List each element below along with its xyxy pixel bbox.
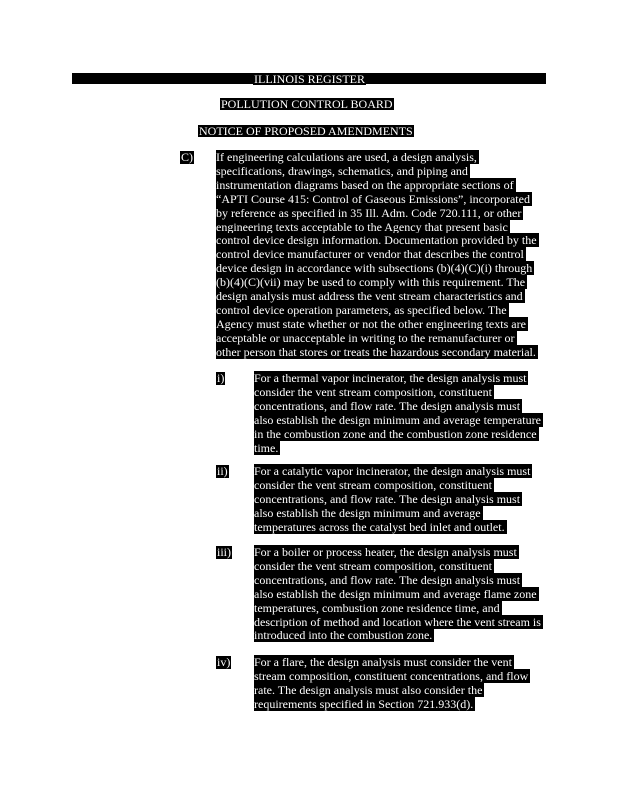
text-line: control device manufacturer or vendor that describes the control [216,247,524,262]
text-line: also establish the design minimum and average temperature [254,412,541,427]
text-line: also establish the design minimum and average [254,505,481,520]
text-line: specifications, drawings, schematics, and piping and [216,163,468,178]
text-line: other person that stores or treats the hazardous secondary material. [216,344,536,359]
text-line: control device operation parameters, as specified below. The [216,302,507,317]
section-c-marker: C) [181,150,193,164]
text-line: Agency must state whether or not the other engineering texts are [216,316,526,331]
item-iv-paragraph [254,656,530,712]
item-iii-paragraph [254,546,543,643]
text-line: stream composition, constituent concentrations, and flow [254,668,529,683]
text-line: introduced into the combustion zone. [254,628,433,643]
text-line: design analysis must address the vent stream characteristics and [216,289,523,304]
text-line: consider the vent stream composition, constituent [254,558,492,573]
text-line: device design in accordance with subsections (b)(4)(C)(i) through [216,261,533,276]
text-line: “APTI Course 415: Control of Gaseous Emissions”, incorporated [216,191,530,206]
item-ii-marker: ii) [217,464,228,478]
text-line: requirements specified in Section 721.933(d). [254,696,474,711]
text-line: description of method and location where the vent stream is [254,614,541,629]
item-i-marker: i) [217,371,225,385]
text-line: consider the vent stream composition, constituent [254,384,492,399]
text-line: If engineering calculations are used, a design analysis, [216,150,477,164]
item-ii-paragraph [254,465,532,535]
text-line: consider the vent stream composition, constituent [254,477,492,492]
text-line: concentrations, and flow rate. The design analysis must [254,398,521,413]
text-line: by reference as specified in 35 Ill. Adm. Code 720.111, or other [216,205,522,220]
item-iii-marker: iii) [217,545,231,559]
item-iv-marker: iv) [217,655,231,669]
item-i-paragraph [254,372,543,455]
text-line: instrumentation diagrams based on the appropriate sections of [216,177,514,192]
register-title: ILLINOIS REGISTER [254,72,365,86]
text-line: engineering texts acceptable to the Agency that present basic [216,219,508,234]
notice-title: NOTICE OF PROPOSED AMENDMENTS [199,124,413,138]
text-line: For a thermal vapor incinerator, the design analysis must [254,371,527,385]
text-line: For a catalytic vapor incinerator, the design analysis must [254,464,531,478]
text-line: time. [254,440,279,455]
text-line: (b)(4)(C)(vii) may be used to comply with this requirement. The [216,275,526,290]
text-line: For a boiler or process heater, the design analysis must [254,545,517,559]
text-line: control device design information. Documentation provided by the [216,233,537,248]
board-title: POLLUTION CONTROL BOARD [221,97,393,111]
text-line: in the combustion zone and the combustion zone residence [254,426,537,441]
text-line: acceptable or unacceptable in writing to the remanufacturer or [216,330,515,345]
text-line: concentrations, and flow rate. The design analysis must [254,572,521,587]
text-line: temperatures across the catalyst bed inlet and outlet. [254,519,505,534]
text-line: For a flare, the design analysis must consider the vent [254,655,512,669]
text-line: also establish the design minimum and average flame zone [254,586,537,601]
text-line: concentrations, and flow rate. The design analysis must [254,491,521,506]
text-line: temperatures, combustion zone residence time, and [254,600,500,615]
section-c-paragraph [216,151,539,360]
text-line: rate. The design analysis must also consider the [254,682,483,697]
